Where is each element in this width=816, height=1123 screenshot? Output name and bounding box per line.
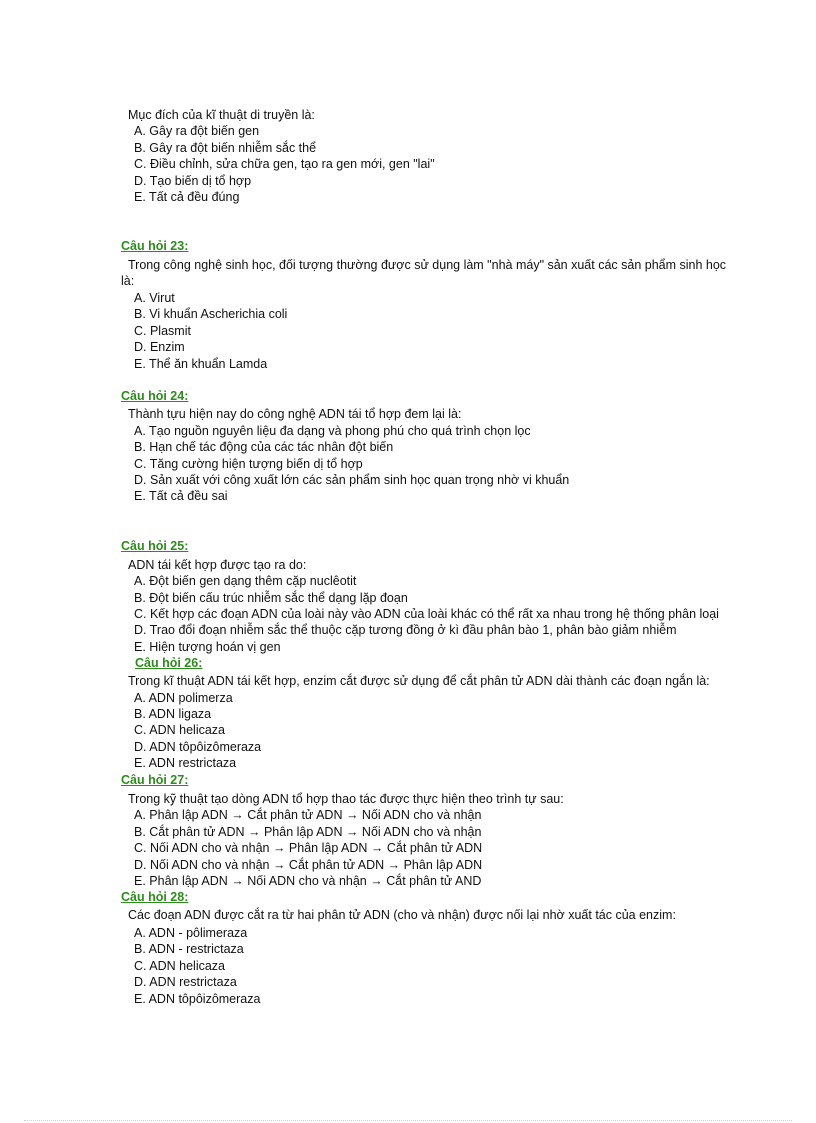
question-23-stem-line-2: là: [121, 274, 135, 288]
question-28-option-b: B. ADN - restrictaza [134, 942, 244, 956]
question-25-option-d: D. Trao đổi đoạn nhiễm sắc thể thuộc cặp tương đồng ở kì đầu phân bào 1, phân bào giảm nhiễm [134, 623, 677, 637]
question-25-heading: Câu hỏi 25: [121, 539, 189, 553]
question-24-option-b: B. Hạn chế tác động của các tác nhân đột biến [134, 440, 394, 454]
question-24-option-e: E. Tất cả đều sai [134, 489, 228, 503]
question-27-option-d: D. Nối ADN cho và nhận → Cắt phân tử ADN → Phân lập ADN [134, 858, 483, 872]
question-28-heading: Câu hỏi 28: [121, 890, 189, 904]
question-24-option-c: C. Tăng cường hiện tượng biến dị tổ hợp [134, 457, 363, 471]
question-23-stem-line-1: Trong công nghệ sinh học, đối tượng thường được sử dụng làm "nhà máy" sản xuất các sản phẩm sinh học [128, 258, 727, 272]
question-26-option-b: B. ADN ligaza [134, 707, 212, 721]
question-23-option-c: C. Plasmit [134, 324, 191, 338]
question-23-option-d: D. Enzim [134, 340, 185, 354]
question-28-option-d: D. ADN restrictaza [134, 975, 237, 989]
question-22-stem: Mục đích của kĩ thuật di truyền là: [128, 108, 315, 122]
question-23-option-e: E. Thể ăn khuẩn Lamda [134, 357, 268, 371]
question-24-heading: Câu hỏi 24: [121, 389, 189, 403]
question-24-option-a: A. Tạo nguồn nguyên liệu đa dạng và phong phú cho quá trình chọn lọc [134, 424, 531, 438]
question-27-option-a: A. Phân lập ADN → Cắt phân tử ADN → Nối ADN cho và nhận [134, 808, 482, 822]
question-23-heading: Câu hỏi 23: [121, 239, 189, 253]
question-27-heading: Câu hỏi 27: [121, 773, 189, 787]
question-23-option-a: A. Virut [134, 291, 175, 305]
question-26-option-a: A. ADN polimerza [134, 691, 233, 705]
question-24-option-d: D. Sản xuất với công xuất lớn các sản phẩm sinh học quan trọng nhờ vi khuẩn [134, 473, 570, 487]
question-27-stem: Trong kỹ thuật tạo dòng ADN tổ hợp thao tác được thực hiện theo trình tự sau: [128, 792, 564, 806]
question-22-option-a: A. Gây ra đột biến gen [134, 124, 260, 138]
question-26-option-c: C. ADN helicaza [134, 723, 226, 737]
question-26-stem: Trong kĩ thuật ADN tái kết hợp, enzim cắt được sử dụng để cắt phân tử ADN dài thành các đoạn ngắn là: [128, 674, 710, 688]
question-28-option-c: C. ADN helicaza [134, 959, 226, 973]
question-27-option-e: E. Phân lập ADN → Nối ADN cho và nhận → Cắt phân tử AND [134, 874, 482, 888]
question-22-option-b: B. Gây ra đột biến nhiễm sắc thể [134, 141, 317, 155]
question-22-option-e: E. Tất cả đều đúng [134, 190, 240, 204]
question-26-option-d: D. ADN tôpôizômeraza [134, 740, 262, 754]
question-22-option-d: D. Tạo biến dị tổ hợp [134, 174, 252, 188]
question-23-option-b: B. Vi khuẩn Ascherichia coli [134, 307, 288, 321]
question-27-option-b: B. Cắt phân tử ADN → Phân lập ADN → Nối ADN cho và nhận [134, 825, 482, 839]
question-22-option-c: C. Điều chỉnh, sửa chữa gen, tạo ra gen mới, gen "lai" [134, 157, 435, 171]
question-26-heading: Câu hỏi 26: [135, 656, 203, 670]
question-28-option-a: A. ADN - pôlimeraza [134, 926, 248, 940]
question-25-option-e: E. Hiện tượng hoán vị gen [134, 640, 281, 654]
question-24-stem: Thành tựu hiện nay do công nghệ ADN tái tổ hợp đem lại là: [128, 407, 462, 421]
question-25-option-b: B. Đột biến cấu trúc nhiễm sắc thể dạng lặp đoạn [134, 591, 408, 605]
page-bottom-divider [24, 1120, 792, 1121]
question-28-option-e: E. ADN tôpôizômeraza [134, 992, 261, 1006]
question-25-stem: ADN tái kết hợp được tạo ra do: [128, 558, 307, 572]
question-25-option-c: C. Kết hợp các đoạn ADN của loài này vào ADN của loài khác có thể rất xa nhau trong hệ thống phân loại [134, 607, 719, 621]
question-27-option-c: C. Nối ADN cho và nhận → Phân lập ADN → Cắt phân tử ADN [134, 841, 483, 855]
question-26-option-e: E. ADN restrictaza [134, 756, 237, 770]
question-28-stem: Các đoạn ADN được cắt ra từ hai phân tử ADN (cho và nhận) được nối lại nhờ xuất tác của enzim: [128, 908, 676, 922]
question-25-option-a: A. Đột biến gen dạng thêm cặp nuclêotit [134, 574, 357, 588]
